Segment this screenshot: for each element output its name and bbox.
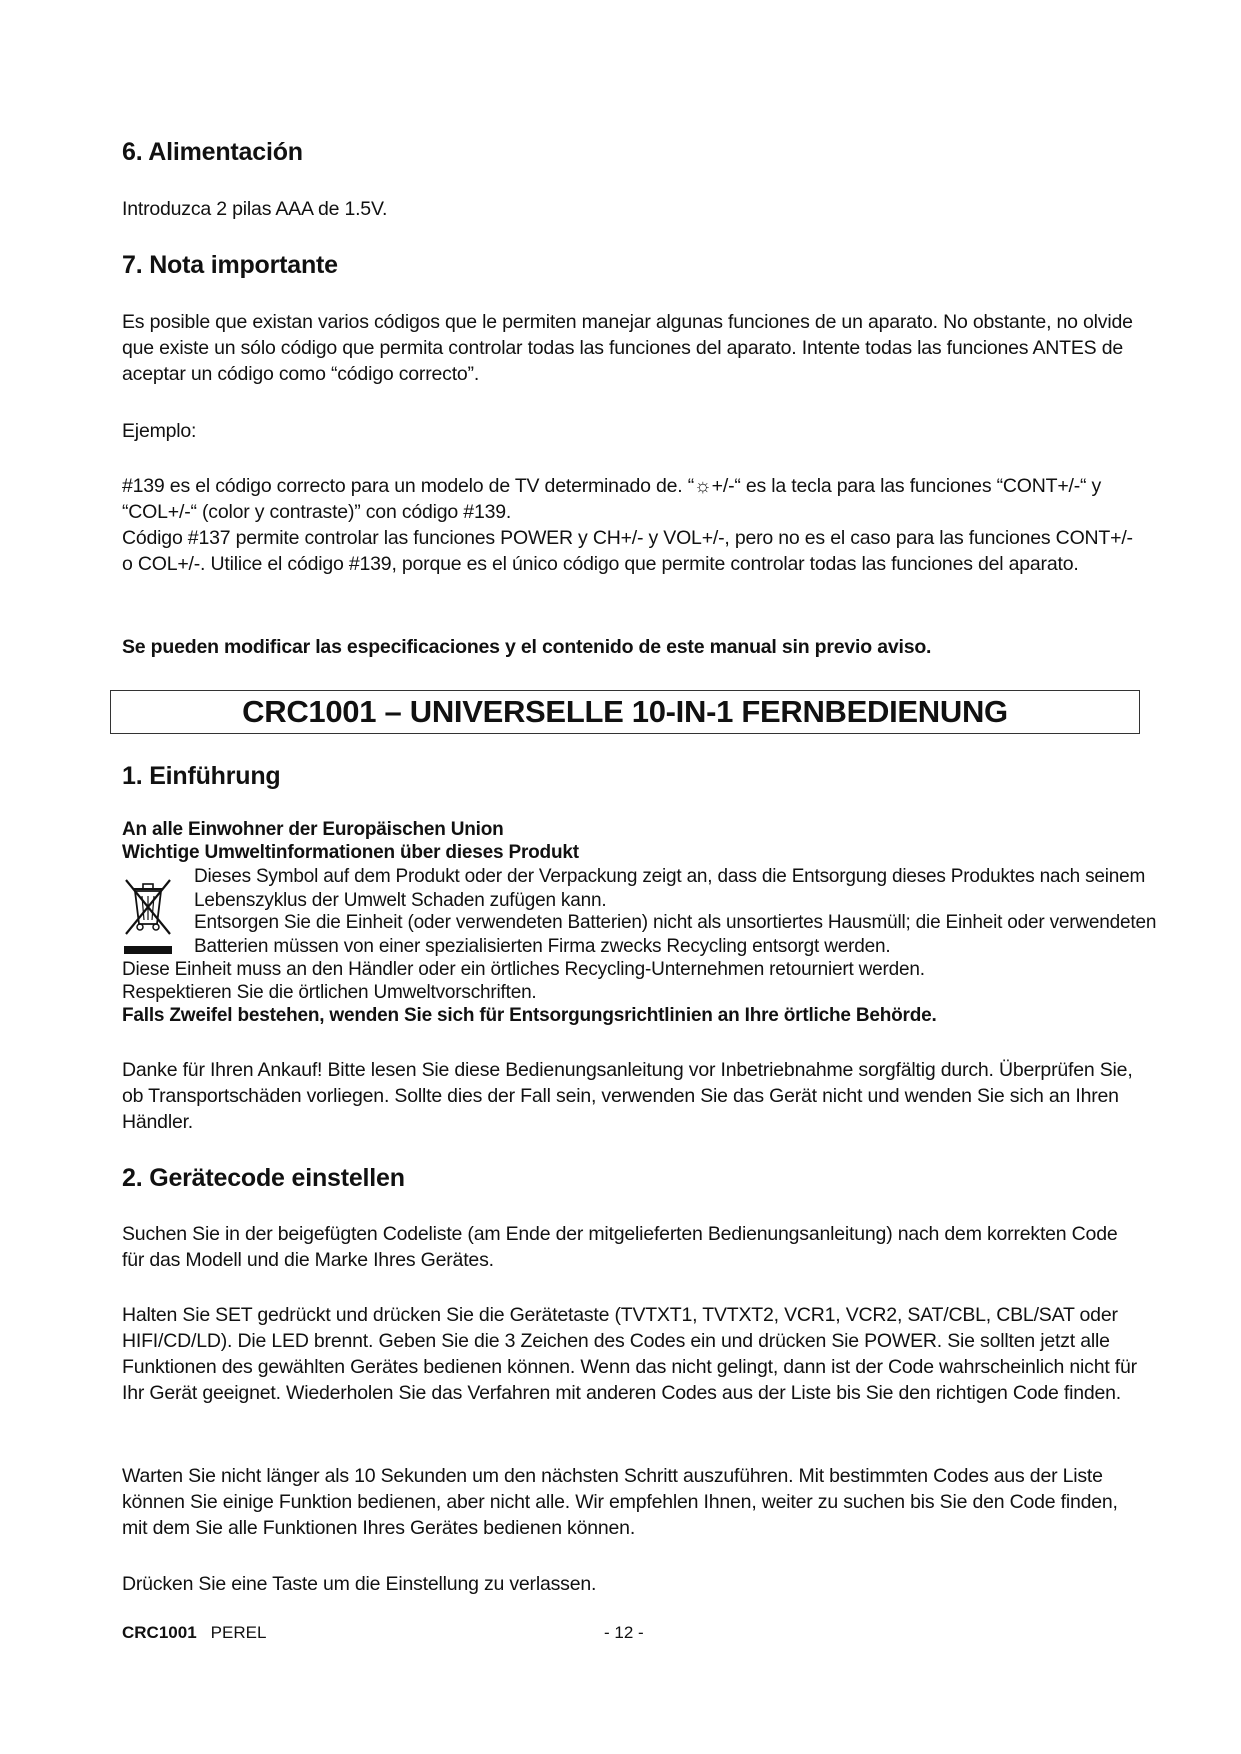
example-label: Ejemplo:	[122, 420, 197, 442]
german-title: CRC1001 – UNIVERSELLE 10-IN-1 FERNBEDIENUNG	[242, 694, 1008, 729]
german-title-box	[110, 690, 1140, 734]
doubt-text: Falls Zweifel bestehen, wenden Sie sich für Entsorgungsrichtlinien an Ihre örtliche Behörde.	[122, 1005, 937, 1026]
weee-text-1: Dieses Symbol auf dem Produkt oder der Verpackung zeigt an, dass die Entsorgung dieses Produktes nach seinem Lebenszyklus der Umwelt Schaden zufügen kann.	[194, 866, 1146, 911]
de-section-2-paragraph-2: Halten Sie SET gedrückt und drücken Sie die Gerätetaste (TVTXT1, TVTXT2, VCR1, VCR2, SAT/CBL, CBL/SAT oder HIFI/CD/LD). Die LED brennt. Geben Sie die 3 Zeichen des Codes ein und drücken Sie POWER. Sie sollten jetzt alle Funktionen des gewählten Gerätes bedienen können. Wenn das nicht gelingt, dann ist der Code wahrscheinlich nicht für Ihr Gerät geeignet. Wiederholen Sie das Verfahren mit anderen Codes aus der Liste bis Sie den richtigen Code finden.	[122, 1304, 1137, 1404]
section-7-heading: 7. Nota importante	[122, 251, 338, 279]
weee-text-2: Entsorgen Sie die Einheit (oder verwendeten Batterien) nicht als unsortiertes Hausmüll; die Einheit oder verwendeten Batterien müssen von einer spezialisierten Firma zwecks Recycling entsorgt werden.	[194, 912, 1157, 957]
notice-text: Se pueden modificar las especificaciones y el contenido de este manual sin previo aviso.	[122, 636, 932, 658]
de-section-2-heading: 2. Gerätecode einstellen	[122, 1164, 405, 1192]
footer-brand: PEREL	[210, 1623, 267, 1642]
page-number: - 12 -	[604, 1623, 644, 1642]
page-footer	[122, 1623, 1142, 1643]
section-6-heading: 6. Alimentación	[122, 138, 303, 166]
footer-model: CRC1001	[122, 1623, 197, 1642]
de-section-2-paragraph-1: Suchen Sie in der beigefügten Codeliste (am Ende der mitgelieferten Bedienungsanleitung) nach dem korrekten Code für das Modell und die Marke Ihres Gerätes.	[122, 1223, 1118, 1271]
de-section-1-heading: 1. Einführung	[122, 762, 281, 790]
example-text: #139 es el código correcto para un modelo de TV determinado de. “☼+/-“ es la tecla para las funciones “CONT+/-“ y “COL+/-“ (color y contraste)” con código #139.	[122, 475, 1102, 523]
respect-regulations-text: Respektieren Sie die örtlichen Umweltvorschriften.	[122, 982, 537, 1003]
de-section-2-paragraph-4: Drücken Sie eine Taste um die Einstellung zu verlassen.	[122, 1573, 597, 1595]
environment-info-line: Wichtige Umweltinformationen über dieses Produkt	[122, 842, 579, 863]
example-text-2: Código #137 permite controlar las funciones POWER y CH+/- y VOL+/-, pero no es el caso para las funciones CONT+/- o COL+/-. Utilice el código #139, porque es el único código que permite controlar todas las funciones del aparato.	[122, 527, 1133, 575]
section-6-text: Introduzca 2 pilas AAA de 1.5V.	[122, 198, 388, 220]
de-section-2-paragraph-3: Warten Sie nicht länger als 10 Sekunden um den nächsten Schritt auszuführen. Mit bestimmten Codes aus der Liste können Sie einige Funktion bedienen, aber nicht alle. Wir empfehlen Ihnen, weiter zu suchen bis Sie den Code finden, mit dem Sie alle Funktionen Ihres Gerätes bedienen können.	[122, 1465, 1118, 1539]
dealer-return-text: Diese Einheit muss an den Händler oder ein örtliches Recycling-Unternehmen retourniert werden.	[122, 959, 925, 980]
section-7-paragraph: Es posible que existan varios códigos que le permiten manejar algunas funciones de un aparato. No obstante, no olvide que existe un sólo código que permita controlar todas las funciones del aparato. Intente todas las funciones ANTES de aceptar un código como “código correcto”.	[122, 311, 1133, 385]
thanks-paragraph: Danke für Ihren Ankauf! Bitte lesen Sie diese Bedienungsanleitung vor Inbetriebnahme sorgfältig durch. Überprüfen Sie, ob Transportschäden vorliegen. Sollte dies der Fall sein, verwenden Sie das Gerät nicht und wenden Sie sich an Ihren Händler.	[122, 1059, 1133, 1133]
eu-residents-line: An alle Einwohner der Europäischen Union	[122, 819, 504, 840]
